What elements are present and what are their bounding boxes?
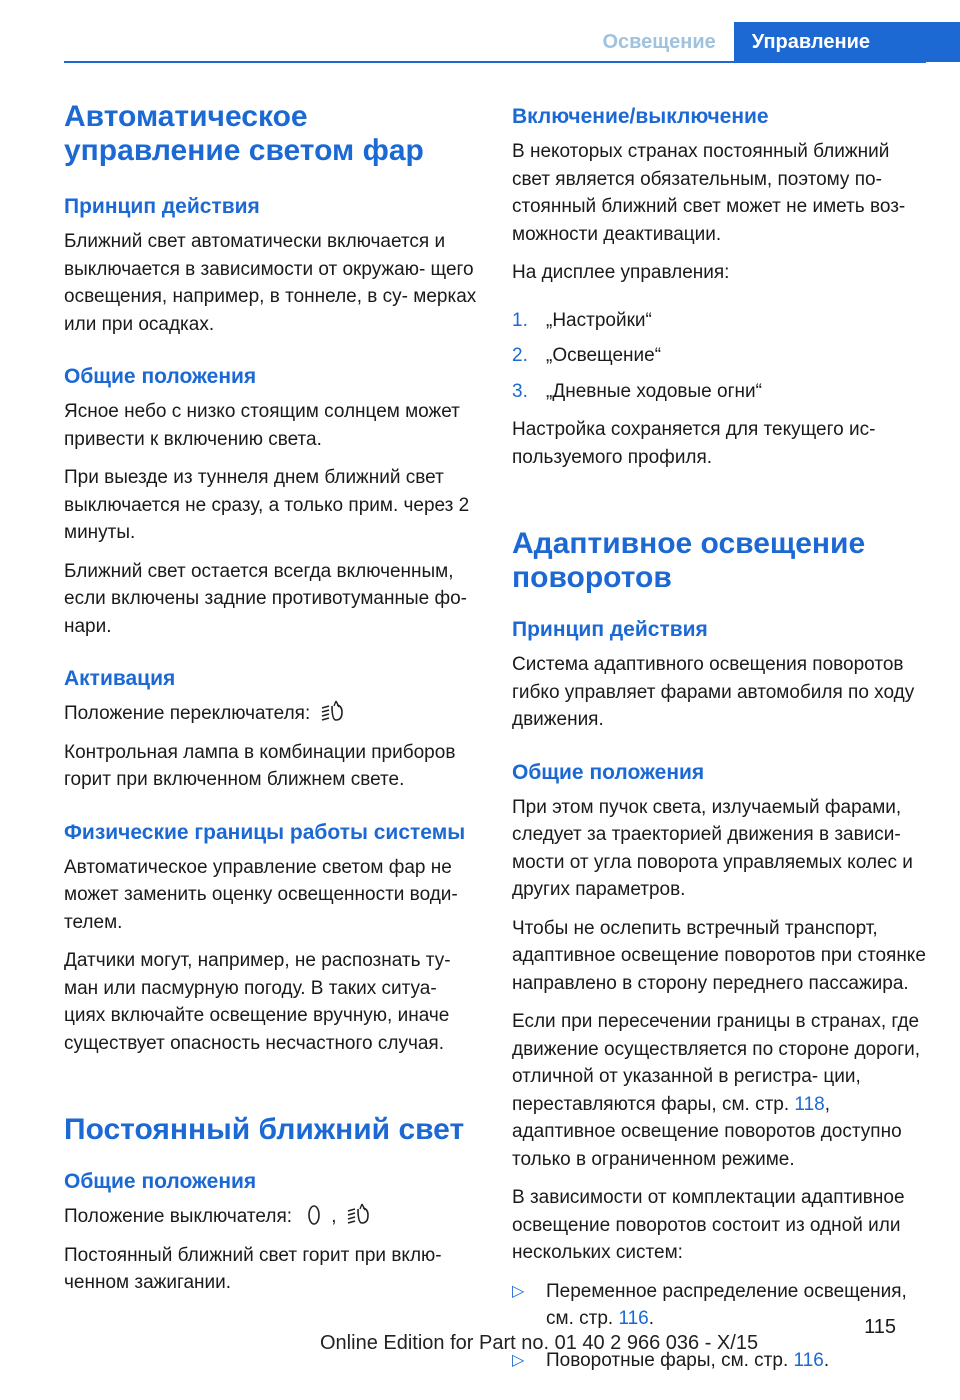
- step-number: 2.: [512, 345, 528, 366]
- heading-limitations: Физические границы работы системы: [64, 820, 466, 844]
- spacer: [512, 497, 932, 527]
- list-item: [512, 342, 932, 370]
- step-text: „Освещение“: [546, 345, 662, 366]
- paragraph: При этом пучок света, излучаемый фарами, следует за траекторией движения в зависи- мости от угла поворота управляемых колес и других параметров.: [512, 796, 913, 900]
- paragraph-text: , адаптивное освещение поворотов доступно только в ограниченном режиме.: [512, 1093, 902, 1170]
- switch-position-label: Положение выключателя:: [64, 1206, 293, 1227]
- step-text: „Дневные ходовые огни“: [546, 380, 762, 402]
- right-column: [512, 100, 932, 1400]
- paragraph: Автоматическое управление светом фар не может заменить оценку освещенности води- телем.: [64, 856, 458, 933]
- section-activation: [64, 666, 478, 794]
- paragraph: Постоянный ближний свет горит при вклю- ченном зажигании.: [64, 1244, 442, 1293]
- heading-general-2: Общие положения: [64, 1170, 257, 1193]
- page-number: 115: [864, 1316, 896, 1338]
- paragraph: В зависимости от комплектации адаптивное освещение поворотов состоит из одной или нескольких систем:: [512, 1187, 905, 1263]
- step-number: 1.: [512, 309, 528, 331]
- tab-lighting[interactable]: Освещение: [602, 31, 716, 53]
- auto-light-icon: [346, 1203, 372, 1227]
- paragraph: [64, 1203, 478, 1231]
- paragraph: Чтобы не ослепить встречный транспорт, адаптивное освещение поворотов при стоянке направлено в сторону переднего пассажира.: [512, 917, 926, 994]
- steps-list: [512, 307, 932, 406]
- page-link-116[interactable]: 116: [618, 1308, 649, 1329]
- triangle-bullet-icon: ▷: [512, 1351, 525, 1369]
- heading-general-3: Общие положения: [512, 760, 705, 784]
- paragraph: Настройка сохраняется для текущего ис- пользуемого профиля.: [512, 419, 876, 468]
- bullet-end: .: [648, 1308, 655, 1329]
- bullet-end: .: [823, 1349, 830, 1371]
- paragraph: В некоторых странах постоянный ближний свет является обязательным, поэтому по- стоянный ближний свет может не иметь воз- можности деактивации.: [512, 141, 906, 245]
- section-principle-2: [512, 617, 932, 734]
- footer-edition: Online Edition for Part no. 01 40 2 966 036 - X/15: [320, 1332, 759, 1354]
- paragraph: [64, 700, 478, 728]
- paragraph: Ближний свет автоматически включается и выключается в зависимости от окружаю- щего освещения, например, в тоннеле, в су- мерках или при осадках.: [64, 231, 477, 335]
- heading-principle-2: Принцип действия: [512, 618, 708, 641]
- heading-activation: Активация: [64, 667, 176, 690]
- paragraph: Датчики могут, например, не распознать ту- ман или пасмурную погоду. В таких ситуа- циях включайте освещение вручную, иначе существует опасность несчастного случая.: [64, 950, 451, 1054]
- paragraph: Контрольная лампа в комбинации приборов горит при включенном ближнем свете.: [64, 741, 456, 790]
- section-title-permanent-low-beam: Постоянный ближний свет: [64, 1113, 465, 1146]
- triangle-bullet-icon: ▷: [512, 1282, 525, 1300]
- heading-general: Общие положения: [64, 365, 257, 388]
- spacer: [64, 1083, 478, 1113]
- paragraph: Система адаптивного освещения поворотов гибко управляет фарами автомобиля по ходу движения.: [512, 654, 915, 730]
- page-link-118[interactable]: 118: [794, 1093, 825, 1115]
- paragraph: При выезде из туннеля днем ближний свет выключается не сразу, а только прим. через 2 минуты.: [64, 467, 470, 543]
- paragraph: Ясное небо с низко стоящим солнцем может привести к включению света.: [64, 401, 460, 450]
- paragraph-text: Если при пересечении границы в странах, где движение осуществляется по стороне дороги, отличной от указанной в регистра- ции, переставляются фары, см. стр.: [512, 1011, 921, 1115]
- section-general-3: [512, 760, 932, 1375]
- paragraph: На дисплее управления:: [512, 262, 730, 283]
- auto-light-icon: [320, 700, 346, 724]
- header-rule: [64, 61, 926, 63]
- section-principle: [64, 194, 478, 338]
- section-general-2: [64, 1169, 478, 1297]
- step-number: 3.: [512, 380, 528, 402]
- header-tabs: [584, 22, 960, 62]
- switch-position-label: Положение переключателя:: [64, 703, 311, 724]
- heading-principle: Принцип действия: [64, 195, 260, 218]
- section-limitations: [64, 820, 478, 1058]
- light-off-icon: [301, 1203, 327, 1227]
- heading-on-off: Включение/выключение: [512, 105, 769, 128]
- section-general: [64, 364, 478, 640]
- bullet-text: Поворотные фары, см. стр.: [546, 1349, 789, 1371]
- tab-controls[interactable]: Управление: [734, 22, 960, 62]
- comma: ,: [331, 1206, 337, 1227]
- page-link-116[interactable]: 116: [793, 1349, 824, 1371]
- section-on-off: [512, 104, 932, 471]
- section-title-adaptive-curve-light: Адаптивное освещение поворотов: [512, 527, 866, 594]
- step-text: „Настройки“: [546, 309, 652, 331]
- left-column: [64, 100, 478, 1323]
- list-item: [512, 307, 932, 335]
- section-title-auto-headlight: Автоматическое управление светом фар: [64, 100, 424, 167]
- bullet-text: Переменное распределение освещения, см. стр.: [546, 1280, 907, 1329]
- paragraph: Ближний свет остается всегда включенным, если включены задние противотуманные фо- нари.: [64, 560, 467, 637]
- list-item: [512, 378, 932, 406]
- paragraph: [512, 1008, 932, 1173]
